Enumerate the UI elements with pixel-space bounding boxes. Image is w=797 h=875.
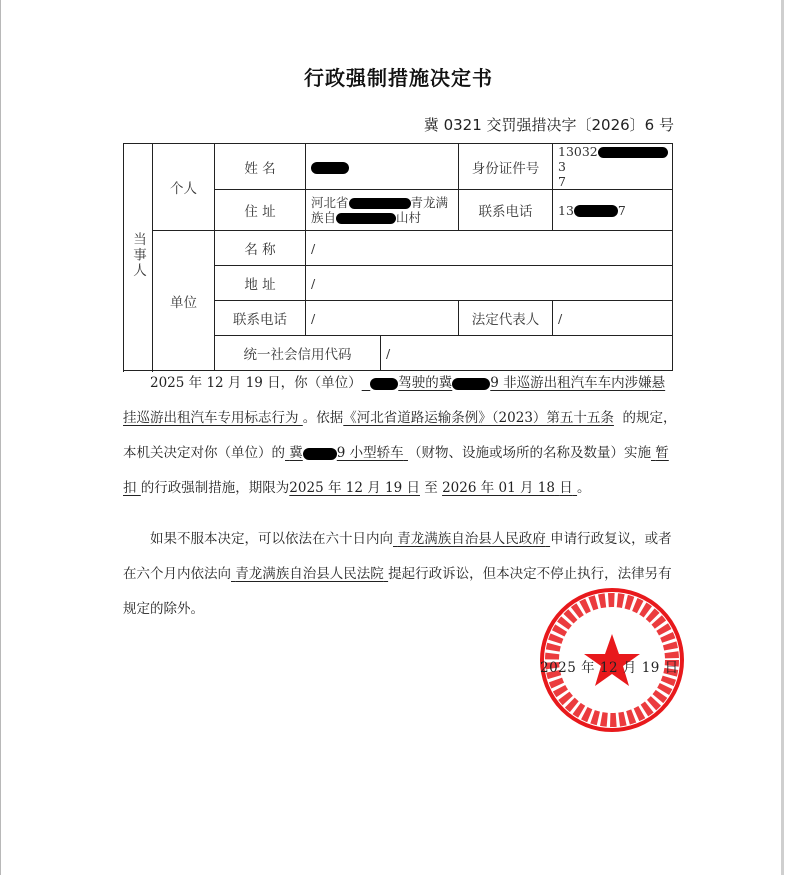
court: 青龙满族自治县人民法院 bbox=[235, 566, 384, 582]
name-value bbox=[306, 144, 459, 190]
unit-phone-value: / bbox=[306, 301, 459, 336]
individual-group-label: 个人 bbox=[153, 144, 215, 231]
unit-name-value: / bbox=[306, 231, 673, 266]
scrollbar[interactable] bbox=[781, 0, 784, 875]
decision-paragraph: 2025 年 12 月 19 日，你（单位） 驾驶的冀 9 非巡游出租汽车车内涉嫌悬挂巡游出租汽车专用标志行为 。依据《河北省道路运输条例》（2023）第五十五条 的规定，本机关决定对你（单位）的 冀 9 小型轿车 （财物、设施或场所的名称及数量）实施 暂扣 的行政强制措施，期限为2025 年 12 月 19 日 至 2026 年 01 月 18 日 。 bbox=[123, 375, 677, 496]
party-info-table bbox=[123, 143, 673, 371]
redaction bbox=[311, 162, 349, 174]
id-value: 130323 7 bbox=[553, 144, 673, 190]
redaction bbox=[349, 198, 411, 209]
appeal-paragraph: 如果不服本决定，可以依法在六十日内向 青龙满族自治县人民政府 申请行政复议，或者在六个月内依法向 青龙满族自治县人民法院 提起行政诉讼，但本决定不停止执行，法律另有规定的除外。 bbox=[123, 531, 672, 617]
period-end: 2026 年 01 月 18 日 bbox=[442, 480, 573, 496]
redaction bbox=[598, 147, 668, 158]
period-start: 2025 年 12 月 19 日 bbox=[289, 480, 420, 496]
address-value: 河北省 青龙满 族自 山村 bbox=[306, 190, 459, 231]
legal-rep-label: 法定代表人 bbox=[459, 301, 553, 336]
signature-date: 2025 年 12 月 19 日 bbox=[540, 660, 679, 676]
unit-name-label: 名 称 bbox=[215, 231, 306, 266]
redaction bbox=[452, 378, 490, 390]
phone-value: 13 7 bbox=[553, 190, 673, 231]
unit-address-value: / bbox=[306, 266, 673, 301]
address-label: 住 址 bbox=[215, 190, 306, 231]
document-title: 行政强制措施决定书 bbox=[304, 66, 493, 90]
page-edge-left bbox=[0, 0, 1, 875]
unit-address-label: 地 址 bbox=[215, 266, 306, 301]
review-body: 青龙满族自治县人民政府 bbox=[397, 531, 546, 547]
law-citation: 《河北省道路运输条例》（2023）第五十五条 bbox=[343, 410, 614, 426]
id-label: 身份证件号 bbox=[459, 144, 553, 190]
redaction bbox=[574, 205, 618, 217]
name-label: 姓 名 bbox=[215, 144, 306, 190]
redaction bbox=[336, 213, 396, 224]
party-label: 当事人 bbox=[124, 144, 153, 371]
credit-code-label: 统一社会信用代码 bbox=[215, 336, 381, 371]
legal-rep-value: / bbox=[553, 301, 673, 336]
phone-label: 联系电话 bbox=[459, 190, 553, 231]
credit-code-value: / bbox=[381, 336, 673, 371]
unit-phone-label: 联系电话 bbox=[215, 301, 306, 336]
redaction bbox=[370, 378, 398, 390]
unit-group-label: 单位 bbox=[153, 231, 215, 371]
redaction bbox=[303, 448, 337, 460]
measure: 暂扣 bbox=[123, 445, 669, 496]
document-number: 冀 0321 交罚强措决字〔2026〕6 号 bbox=[423, 116, 674, 134]
fact-underline: 驾驶的冀 9 非巡游出租汽车车内涉嫌悬挂巡游出租汽车专用标志行为 bbox=[123, 375, 666, 426]
object-underline: 冀 9 小型轿车 bbox=[289, 445, 404, 461]
